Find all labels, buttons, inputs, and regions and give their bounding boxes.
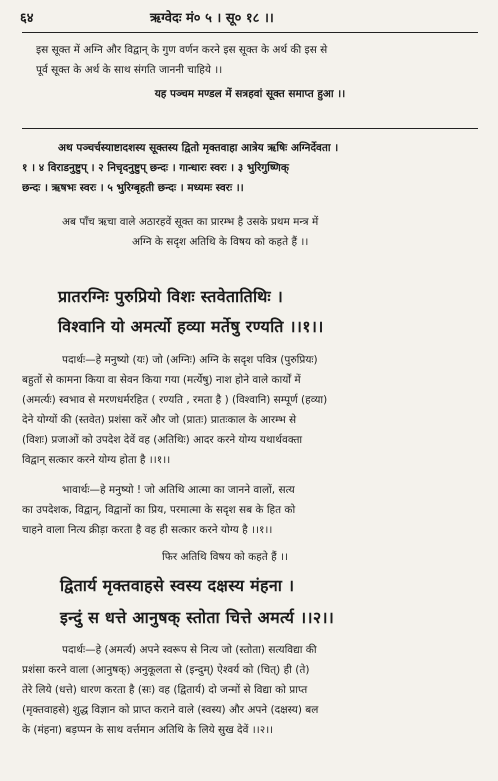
prev-sukta-conclusion [22,40,478,80]
text-line: अब पाँच ऋचा वाले अठारहवें सूक्त का प्रारम्भ है उसके प्रथम मन्त्र में [62,216,319,228]
header-rule [22,32,478,33]
text-line: चाहने वाला नित्य क्रीड़ा करता है वह ही सत्कार करने योग्य है ।।१।। [22,524,273,536]
text-line: (मृक्तवाहसे) शुद्ध विज्ञान को प्राप्त कराने वाले (स्वस्य) और अपने (दक्षस्य) बल [22,704,319,716]
mantra-1-line-1: प्रातरग्निः पुरुप्रियो विशः स्तवेतातिथिः । [58,287,284,306]
text-line: देने योग्यों की (स्तवेत) प्रशंसा करें और जो (प्रातः) प्रातःकाल के आरम्भ से [22,414,297,426]
text-line: पदार्थः—हे (अमर्त्य) अपने स्वरूप से नित्य जो (स्तोता) सत्यविद्या की [62,644,317,656]
text-line: का उपदेशक, विद्वान्, विद्वानों का प्रिय, परमात्मा के सदृश सब के हित को [22,504,296,516]
text-line: (विशः) प्रजाओं को उपदेश देवें वह (अतिथिः) आदर करने योग्य यथार्थवक्ता [22,434,303,446]
text-line: तेरे लिये (धत्ते) धारण करता है (सः) वह (द्वितार्य) दो जन्मों से विद्या को प्राप्त [22,684,308,696]
text-line: छन्दः । ऋषभः स्वरः । ५ भुरिग्बृहती छन्दः । मध्यमः स्वरः ।। [22,182,244,194]
section-rule [22,128,478,129]
bhavartha-1 [22,480,478,540]
sukta-end-note: यह पञ्चम मण्डल में सत्रहवां सूक्त समाप्त हुआ ।। [154,88,346,100]
text-line: १ । ४ विराडनुष्टुप् । २ निचृदनुष्टुप् छन्दः । गान्धारः स्वरः । ३ भुरिगुष्णिक् [22,162,289,174]
text-line: भावार्थः—हे मनुष्यो ! जो अतिथि आत्मा का जानने वालों, सत्य [62,484,295,496]
text-line: अथ पञ्चर्चस्याष्टादशस्य सूक्तस्य द्वितो मृक्तवाहा आत्रेय ऋषिः अग्निर्देवता । [58,142,339,154]
text-line: अग्नि के सदृश अतिथि के विषय को कहते हैं ।। [132,236,309,248]
intro-paragraph [22,212,478,252]
padartha-2 [22,640,478,740]
mantra-1-line-2: विश्वानि यो अमर्त्यो हव्या मर्तेषु रण्यति ।।१।। [58,317,324,336]
text-line: पदार्थः—हे मनुष्यो (यः) जो (अग्निः) अग्नि के सदृश पवित्र (पुरुप्रियः) [62,354,318,366]
text-line: पूर्व सूक्त के अर्थ के साथ संगति जाननी चाहिये ।। [36,64,223,76]
text-line: विद्वान् सत्कार करने योग्य होता है ।।१।। [22,454,171,466]
text-line: के (मंहना) बड़प्पन के साथ वर्त्तमान अतिथि के लिये सुख देवें ।।२।। [22,724,274,736]
text-line: बहुतों से कामना किया वा सेवन किया गया (मर्त्येषु) नाश होने वाले कार्यों में [22,374,301,386]
padartha-1 [22,350,478,470]
text-line: (अमर्त्यः) स्वभाव से मरणधर्मरहित ( रण्यति , रमता है ) (विश्वानि) सम्पूर्ण (हव्या) [22,394,328,406]
text-line: इस सूक्त में अग्नि और विद्वान् के गुण वर्णन करने इस सूक्त के अर्थ की इस से [36,44,328,56]
mantra-2-line-2: इन्दुं स धत्ते आनुषक् स्तोता चित्ते अमर्त्य ।।२।। [60,608,335,627]
text-line: प्रशंसा करने वाला (आनुषक्) अनुकूलता से (इन्दुम्) ऐश्वर्य को (चित्) ही (ते) [22,664,310,676]
sukta-intro [22,138,478,198]
mantra-2-intro: फिर अतिथि विषय को कहते हैं ।। [162,551,288,563]
page-number: ६४ [20,11,34,26]
mantra-2-line-1: द्वितार्य मृक्तवाहसे स्वस्य दक्षस्य मंहना । [60,576,295,595]
running-title: ऋग्वेदः मं० ५ । सू० १८ ।। [150,11,274,26]
